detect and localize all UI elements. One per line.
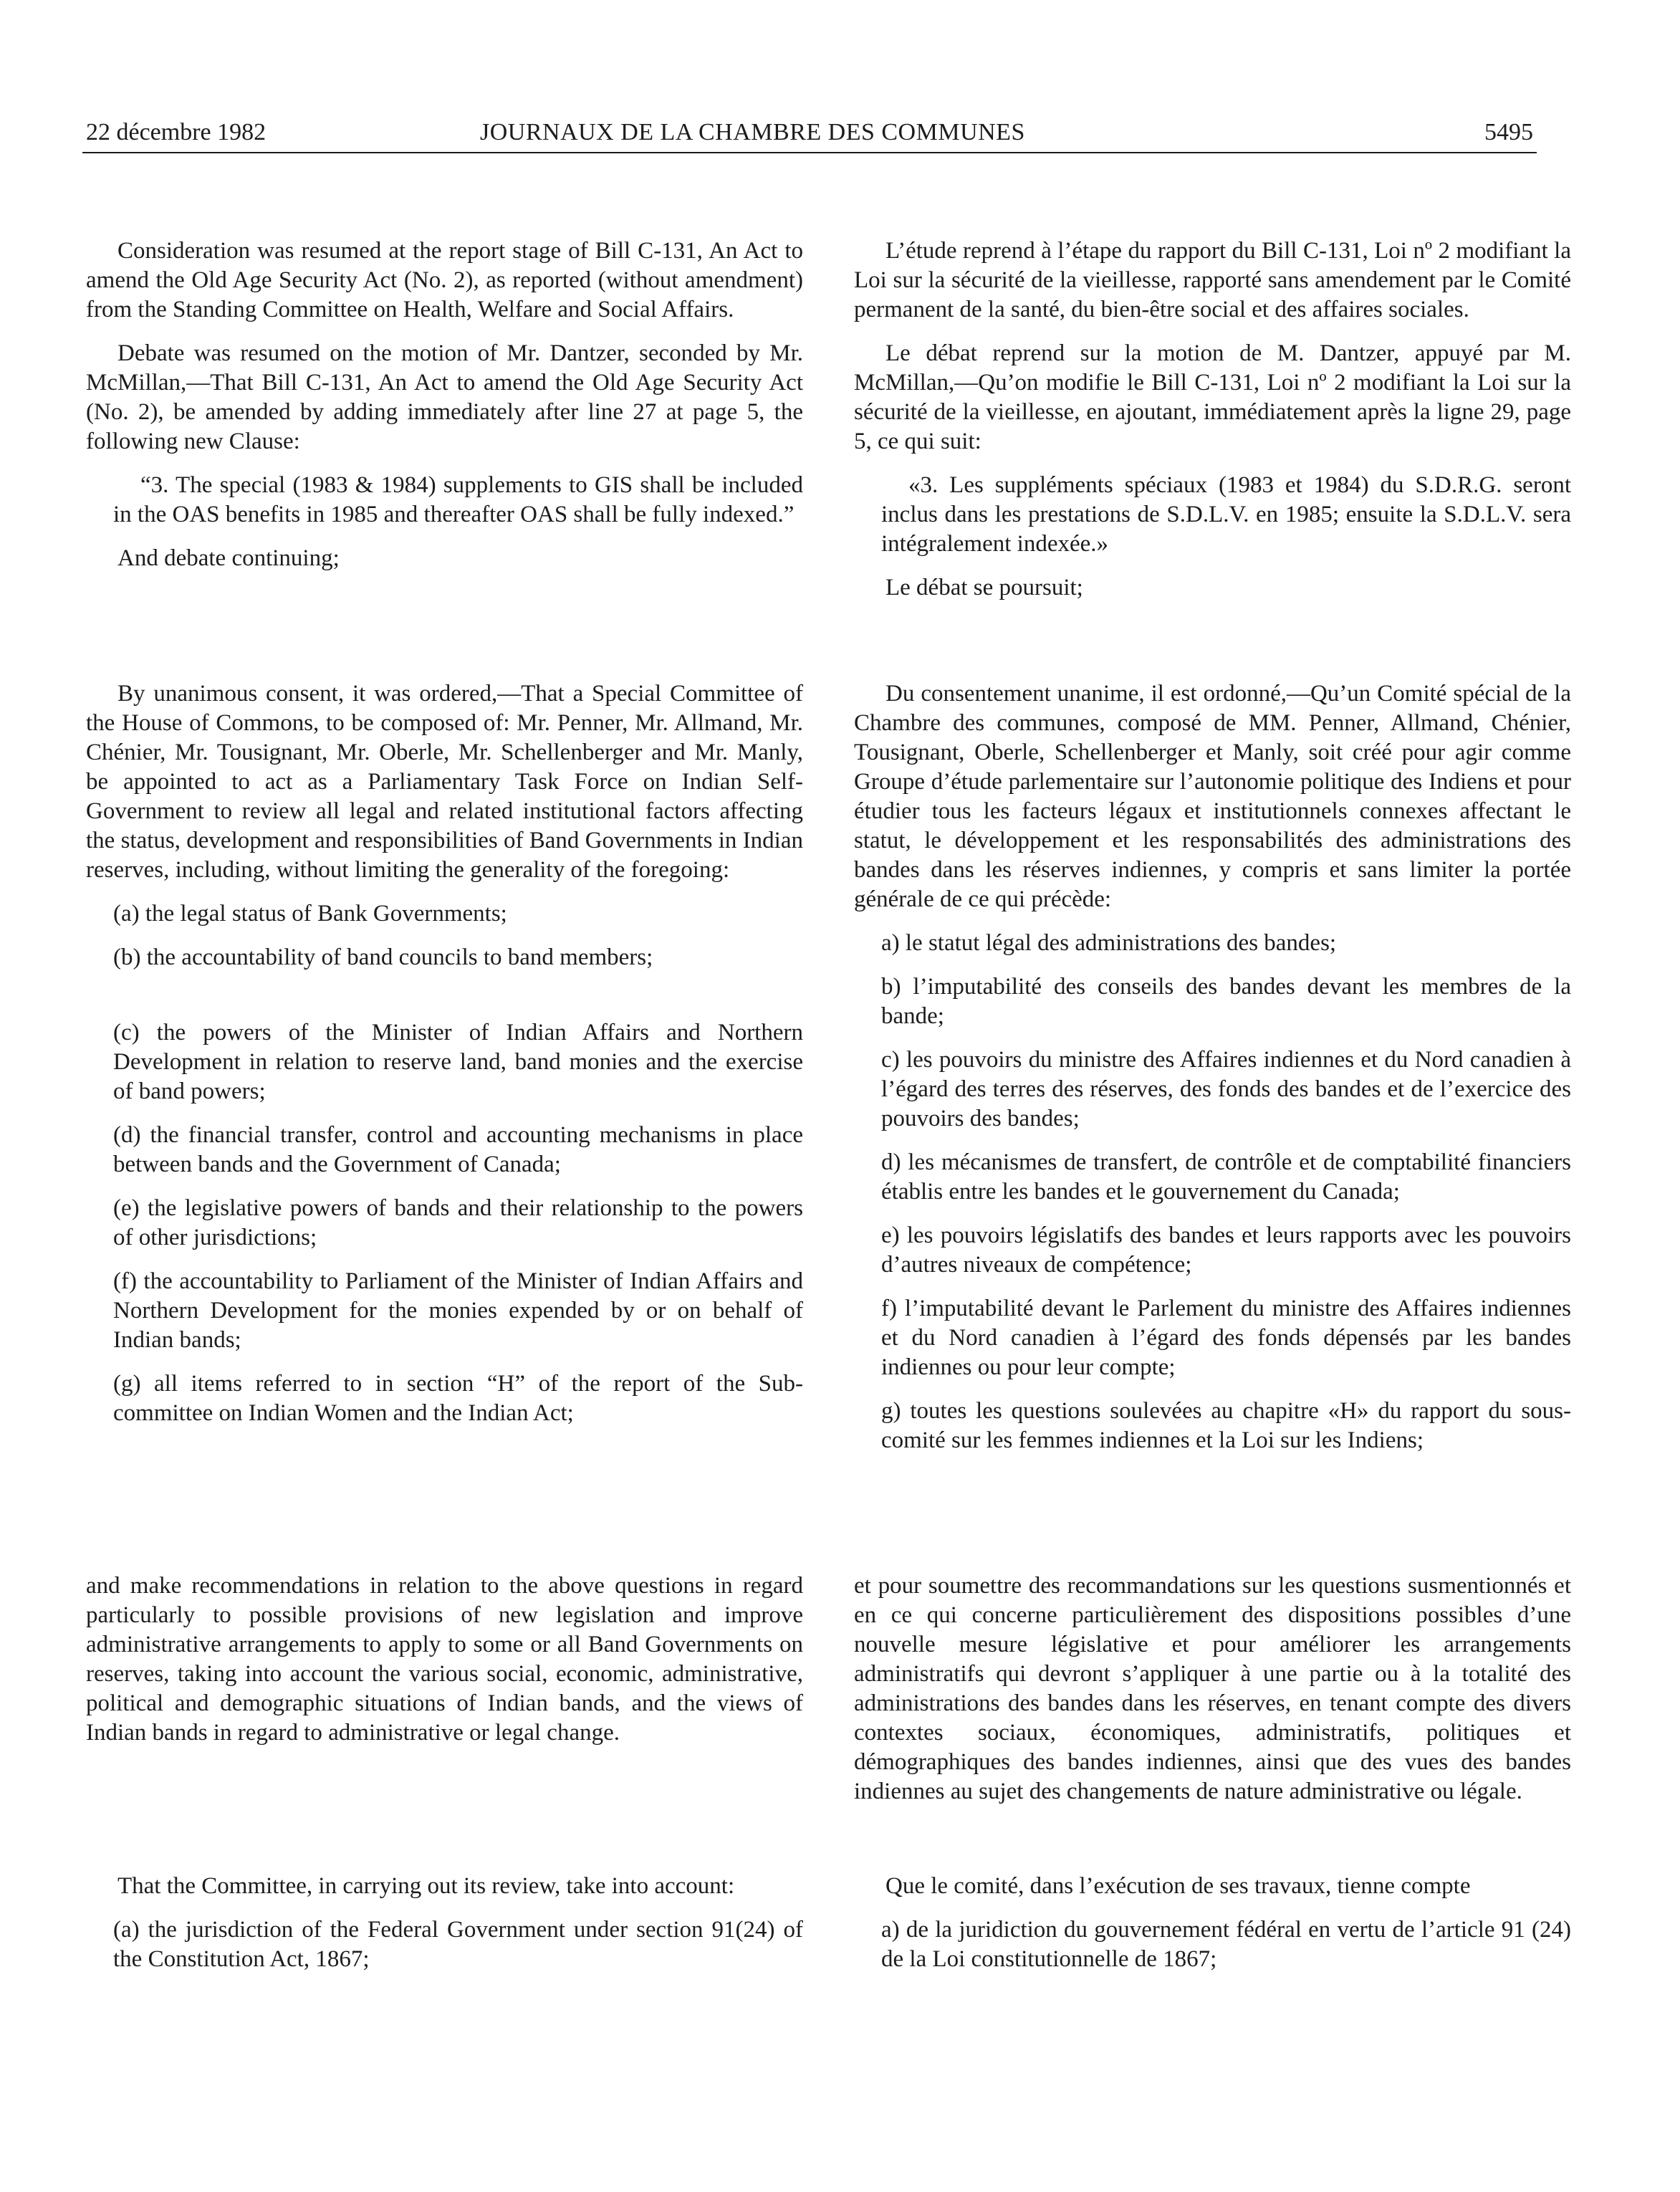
list-item: g) toutes les questions soulevées au chapitre «H» du rapport du sous-comité sur les femmes indiennes et la Loi sur les Indiens; bbox=[881, 1398, 1571, 1453]
paragraph: Que le comité, dans l’exécution de ses travaux, tienne compte bbox=[885, 1873, 1471, 1899]
paragraph: Du consentement unanime, il est ordonné,—Qu’un Comité spécial de la Chambre des communes, composé de MM. Penner, Allmand, Chénier, Tousignant, Oberle, Schellenberger et Manly, soit créé pour agir comme Groupe d’étude parlementaire sur l’autonomie politique des Indiens et pour étudier tous les facteurs légaux et institutionnels connexes affectant le statut, le développement et les responsabilités des administrations des bandes dans les réserves indiennes, y compris et sans limiter la portée générale de ce qui précède: bbox=[854, 681, 1571, 912]
list-item: (a) the jurisdiction of the Federal Government under section 91(24) of the Constitution Act, 1867; bbox=[113, 1917, 803, 1972]
paragraph: Le débat reprend sur la motion de M. Dantzer, appuyé par M. McMillan,—Qu’on modifie le Bill C-131, Loi nº 2 modifiant la Loi sur la sécurité de la vieillesse, en ajoutant, immédiatement après la ligne 29, page 5, ce qui suit: bbox=[854, 340, 1571, 454]
section-recommendations-english bbox=[86, 1571, 803, 1748]
list-item: b) l’imputabilité des conseils des bandes devant les membres de la bande; bbox=[881, 974, 1571, 1029]
header-journal-title: JOURNAUX DE LA CHAMBRE DES COMMUNES bbox=[480, 119, 1025, 145]
paragraph: That the Committee, in carrying out its review, take into account: bbox=[117, 1873, 735, 1899]
list-item: (e) the legislative powers of bands and their relationship to the powers of other jurisdictions; bbox=[113, 1195, 803, 1250]
paragraph: And debate continuing; bbox=[117, 545, 340, 571]
list-item: (f) the accountability to Parliament of the Minister of Indian Affairs and Northern Development for the monies expended by or on behalf of Indian bands; bbox=[113, 1268, 803, 1353]
paragraph: and make recommendations in relation to the above questions in regard particularly to possible provisions of new legislation and improve administrative arrangements to apply to some or all Band Governments on reserves, taking into account the various social, economic, administrative, political and demographic situations of Indian bands, and the views of Indian bands in regard to administrative or legal change. bbox=[86, 1573, 803, 1746]
section-review-french bbox=[854, 1872, 1571, 1974]
paragraph: Consideration was resumed at the report stage of Bill C-131, An Act to amend the Old Age Security Act (No. 2), as reported (without amendment) from the Standing Committee on Health, Welfare and Social Affairs. bbox=[86, 238, 803, 322]
section-special-committee-french bbox=[854, 679, 1571, 1455]
list-item: d) les mécanismes de transfert, de contrôle et de comptabilité financiers établis entre les bandes et le gouvernement du Canada; bbox=[881, 1149, 1571, 1205]
section-special-committee-english bbox=[86, 679, 803, 1428]
list-item: f) l’imputabilité devant le Parlement du ministre des Affaires indiennes et du Nord canadien à l’égard des fonds dépensés par les bandes indiennes ou pour leur compte; bbox=[881, 1296, 1571, 1380]
paragraph: Le débat se poursuit; bbox=[885, 575, 1083, 600]
header-page-number: 5495 bbox=[1484, 119, 1533, 145]
list-item: (d) the financial transfer, control and accounting mechanisms in place between bands and the Government of Canada; bbox=[113, 1122, 803, 1177]
section-recommendations-french bbox=[854, 1571, 1571, 1806]
paragraph: et pour soumettre des recommandations sur les questions susmentionnés et en ce qui concerne particulièrement des dispositions possibles d’une nouvelle mesure législative et pour améliorer les arrangements administratifs qui devront s’appliquer à une partie ou à la totalité des administrations des bandes dans les réserves, en tenant compte des divers contextes sociaux, économiques, administratifs, politiques et démographiques des bandes indiennes, ainsi que des vues des bandes indiennes au sujet des changements de nature administrative ou légale. bbox=[854, 1573, 1571, 1804]
running-header bbox=[82, 112, 1537, 153]
section-review-english bbox=[86, 1872, 803, 1974]
amendment-quote: “3. The special (1983 & 1984) supplements to GIS shall be included in the OAS benefits in 1985 and thereafter OAS shall be fully indexed.” bbox=[113, 472, 803, 527]
list-item: (a) the legal status of Bank Governments; bbox=[113, 901, 507, 927]
list-item: e) les pouvoirs législatifs des bandes et leurs rapports avec les pouvoirs d’autres niveaux de compétence; bbox=[881, 1222, 1571, 1278]
paragraph: By unanimous consent, it was ordered,—That a Special Committee of the House of Commons, to be composed of: Mr. Penner, Mr. Allmand, Mr. Chénier, Mr. Tousignant, Mr. Oberle, Mr. Schellenberger and Mr. Manly, be appointed to act as a Parliamentary Task Force on Indian Self-Government to review all legal and related institutional factors affecting the status, development and responsibilities of Band Governments in Indian reserves, including, without limiting the generality of the foregoing: bbox=[86, 681, 803, 883]
paragraph: Debate was resumed on the motion of Mr. Dantzer, seconded by Mr. McMillan,—That Bill C-131, An Act to amend the Old Age Security Act (No. 2), be amended by adding immediately after line 27 at page 5, the following new Clause: bbox=[86, 340, 803, 454]
list-item: (g) all items referred to in section “H” of the report of the Sub-committee on Indian Women and the Indian Act; bbox=[113, 1371, 803, 1426]
paragraph: L’étude reprend à l’étape du rapport du Bill C-131, Loi nº 2 modifiant la Loi sur la sécurité de la vieillesse, rapporté sans amendement par le Comité permanent de la santé, du bien-être social et des affaires sociales. bbox=[854, 238, 1571, 322]
list-item: a) le statut légal des administrations des bandes; bbox=[881, 930, 1337, 956]
list-item: a) de la juridiction du gouvernement fédéral en vertu de l’article 91 (24) de la Loi constitutionnelle de 1867; bbox=[881, 1917, 1571, 1972]
list-item: (b) the accountability of band councils to band members; bbox=[113, 944, 653, 970]
section-bill-c131-english bbox=[86, 236, 803, 573]
list-item: c) les pouvoirs du ministre des Affaires indiennes et du Nord canadien à l’égard des terres des réserves, des fonds des bandes et de l’exercice des pouvoirs des bandes; bbox=[881, 1047, 1571, 1131]
amendment-quote: «3. Les suppléments spéciaux (1983 et 1984) du S.D.R.G. seront inclus dans les prestations de S.D.L.V. en 1985; ensuite la S.D.L.V. sera intégralement indexée.» bbox=[881, 472, 1571, 557]
section-bill-c131-french bbox=[854, 236, 1571, 603]
list-item: (c) the powers of the Minister of Indian Affairs and Northern Development in relation to reserve land, band monies and the exercise of band powers; bbox=[113, 1020, 803, 1104]
header-date: 22 décembre 1982 bbox=[86, 119, 267, 145]
